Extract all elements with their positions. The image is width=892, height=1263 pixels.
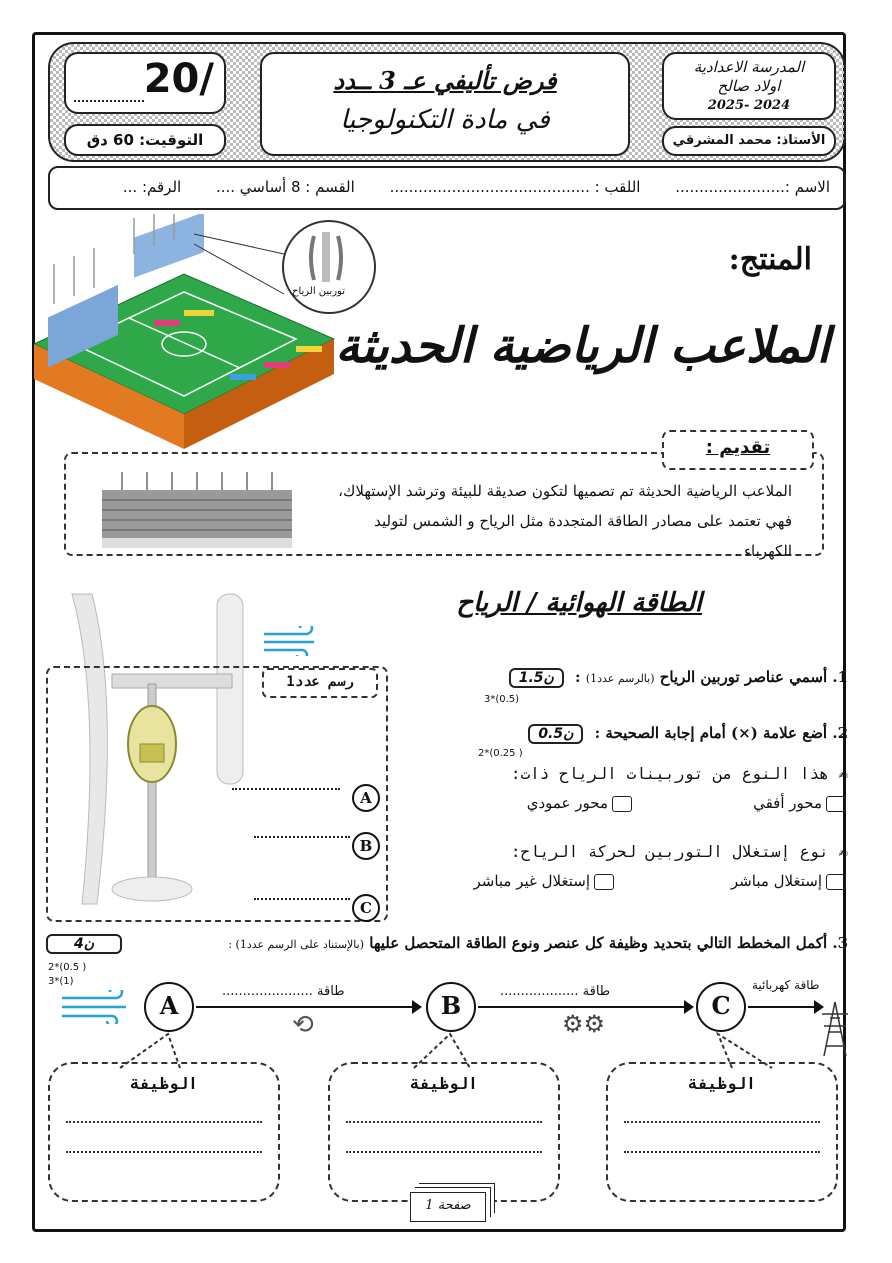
function-title-b: الوظيفة (410, 1074, 478, 1093)
option-horizontal-axis[interactable]: محور أفقي (753, 794, 846, 812)
turbine-caption: توربين الرياح (292, 286, 345, 297)
flow-node-c: C (696, 982, 746, 1032)
flow-arrow-2 (478, 1006, 690, 1008)
gears-icon: ⚙⚙ (562, 1010, 606, 1038)
question-3-note: (بالإستناد على الرسم عدد1) : (228, 938, 365, 951)
electric-energy-label: طاقة كهربائية (752, 978, 820, 992)
function-c-line-2[interactable] (624, 1141, 820, 1153)
exam-title: فرض تأليفي عـ 3 ــدد (333, 66, 557, 95)
checkbox-direct-use[interactable] (826, 874, 846, 890)
student-info-row (48, 166, 846, 210)
checkbox-vertical-axis[interactable] (612, 796, 632, 812)
question-3-breakdown-1: 2*(0.5 ) (48, 962, 87, 973)
function-b-line-2[interactable] (346, 1141, 542, 1153)
student-section-field[interactable]: القسم : 8 أساسي .... (215, 178, 355, 196)
exam-title-box (260, 52, 630, 156)
page-number: صفحة 1 (410, 1192, 486, 1222)
function-b-line-1[interactable] (346, 1111, 542, 1123)
student-surname-field[interactable]: اللقب : .......................................... (389, 178, 641, 196)
exam-header (48, 42, 846, 162)
answer-c-blank[interactable] (254, 898, 350, 900)
checkbox-horizontal-axis[interactable] (826, 796, 846, 812)
flow-arrow-1 (196, 1006, 418, 1008)
option-indirect-use[interactable]: إستغلال غير مباشر (473, 872, 614, 890)
student-number-field[interactable]: الرقم: ... (122, 178, 182, 196)
school-name: المدرسة الاعدادية (693, 58, 805, 76)
wind-icon (262, 626, 322, 656)
flow-arrow-3 (748, 1006, 820, 1008)
function-a-line-1[interactable] (66, 1111, 262, 1123)
score-box (64, 52, 226, 114)
option-vertical-axis[interactable]: محور عمودي (527, 794, 632, 812)
question-1: 1. أسمي عناصر توربين الرياح (بالرسم عدد1) : 1.5ن (509, 668, 848, 688)
function-title-c: الوظيفة (688, 1074, 756, 1093)
question-2-text: 2. أضع علامة (×) أمام إجابة الصحيحة : (594, 724, 848, 742)
product-label: المنتج: (728, 242, 812, 277)
function-a-line-2[interactable] (66, 1141, 262, 1153)
flow-node-b: B (426, 982, 476, 1032)
function-box-c (606, 1062, 838, 1202)
question-2a-heading: ✍ هذا النوع من توربينات الرياح ذات: (510, 764, 848, 783)
teacher-box: الأستاذ: محمد المشرقي (662, 126, 836, 156)
flow-arrow-2-head (684, 1000, 694, 1014)
intro-line-1: الملاعب الرياضية الحديثة تم تصميها لتكون صديقة للبيئة وترشد الإستهلاك، (338, 482, 792, 500)
timing-box: التوقيت: 60 دق (64, 124, 226, 156)
school-year: 2024 -2025 (707, 98, 791, 113)
intro-text (322, 476, 792, 566)
question-1-note: (بالرسم عدد1) (585, 672, 655, 685)
function-c-line-1[interactable] (624, 1111, 820, 1123)
intro-line-2: فهي تعتمد على مصادر الطاقة المتجددة مثل الرياح و الشمس لتوليد الكهرباء . (374, 512, 792, 560)
question-3-text: 3. أكمل المخطط التالي بتحديد وظيفة كل عنصر ونوع الطاقة المتحصل عليها (369, 934, 848, 952)
exam-subject: في مادة التكنولوجيا (340, 105, 550, 135)
product-title: الملاعب الرياضية الحديثة (335, 318, 830, 374)
function-box-b (328, 1062, 560, 1202)
question-1-text: 1. أسمي عناصر توربين الرياح (659, 668, 848, 686)
marker-c: C (352, 894, 380, 922)
option-direct-use[interactable]: إستغلال مباشر (731, 872, 846, 890)
energy-1-label[interactable]: طاقة ...................... (222, 984, 345, 999)
drawing-1-box (46, 666, 388, 922)
marker-a: A (352, 784, 380, 812)
score-total: 20/ (143, 56, 214, 102)
question-2 (528, 724, 848, 744)
marker-b: B (352, 832, 380, 860)
energy-2-label[interactable]: طاقة ................... (500, 984, 611, 999)
question-2b-heading: ✍ نوع إستغلال التوربين لحركة الرياح: (510, 842, 848, 861)
student-name-field[interactable]: الاسم :....................... (675, 178, 830, 196)
rotation-icon: ⟲ (292, 1010, 314, 1040)
section-title: الطاقة الهوائية / الرياح (456, 588, 702, 618)
question-1-points: 1.5ن (509, 668, 564, 688)
flow-node-a: A (144, 982, 194, 1032)
turbine-callout (282, 220, 376, 314)
function-title-a: الوظيفة (130, 1074, 198, 1093)
flow-arrow-1-head (412, 1000, 422, 1014)
drawing-1-label: رسم عدد1 (262, 668, 378, 698)
question-3-points: 4ن (46, 934, 122, 954)
school-town: اولاد صالح (717, 77, 781, 95)
intro-tab: تقديم : (662, 430, 814, 470)
question-3 (228, 934, 848, 952)
answer-a-blank[interactable] (254, 836, 350, 838)
checkbox-indirect-use[interactable] (594, 874, 614, 890)
question-2-breakdown: 2*(0.25 ) (478, 748, 523, 759)
school-box (662, 52, 836, 120)
question-1-breakdown: 3*(0.5) (484, 694, 520, 705)
flow-wind-icon (60, 990, 136, 1024)
stadium-photo (102, 470, 292, 548)
marker-a-leader (232, 788, 340, 790)
question-3-breakdown-2: 3*(1) (48, 976, 74, 987)
function-box-a (48, 1062, 280, 1202)
question-2-points: 0.5ن (528, 724, 583, 744)
score-blank[interactable] (74, 100, 144, 102)
